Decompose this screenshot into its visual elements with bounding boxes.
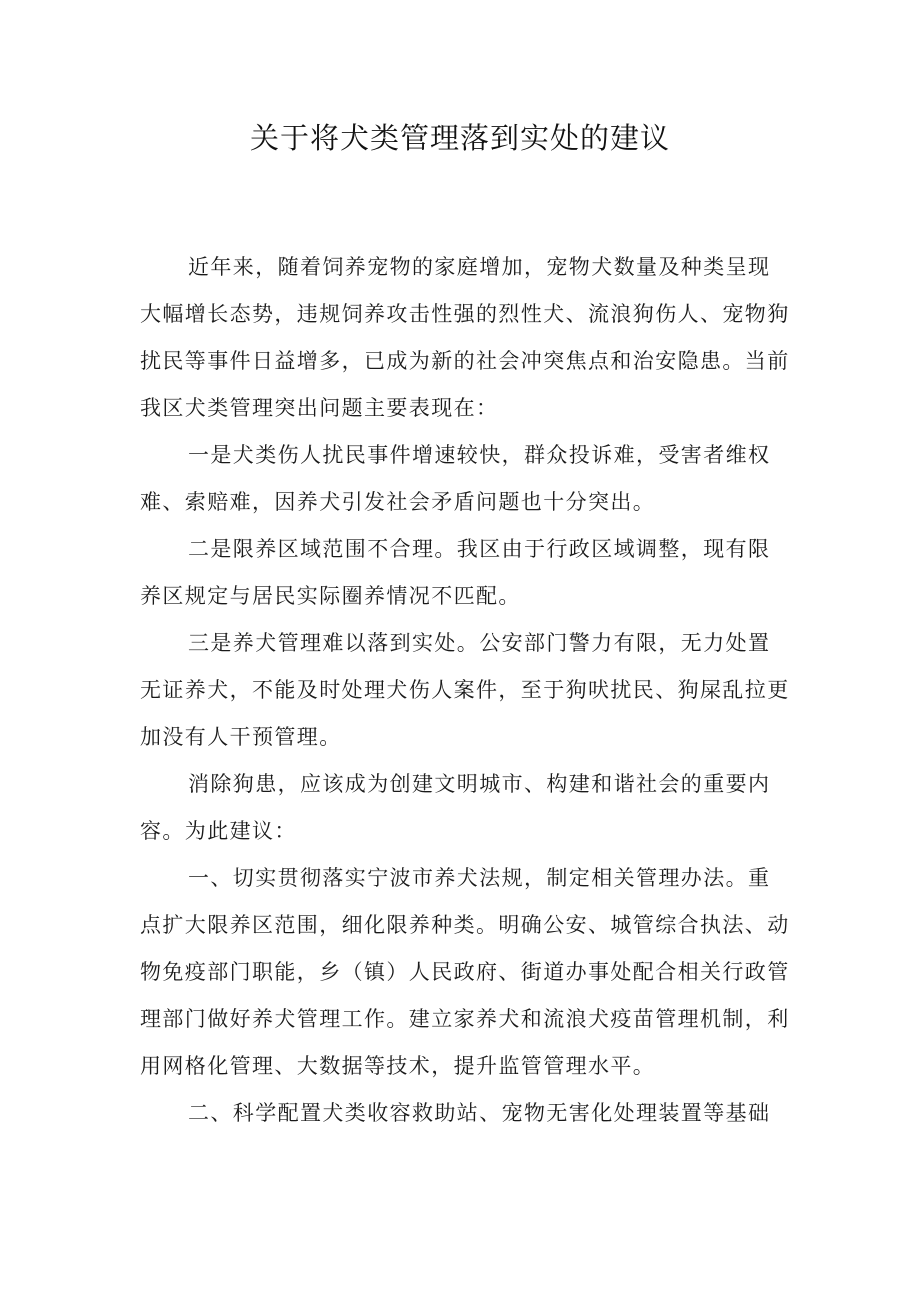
document-title: 关于将犬类管理落到实处的建议	[249, 121, 670, 155]
paragraph-issue-one: 一是犬类伤人扰民事件增速较快，群众投诉难，受害者维权难、索赔难，因养犬引发社会矛盾问题也十分突出。	[140, 443, 771, 514]
paragraph-proposal-intro: 消除狗患，应该成为创建文明城市、构建和谐社会的重要内容。为此建议：	[140, 772, 771, 843]
paragraph-issue-two: 二是限养区域范围不合理。我区由于行政区域调整，现有限养区规定与居民实际圈养情况不匹配。	[140, 537, 771, 608]
paragraph-intro: 近年来，随着饲养宠物的家庭增加，宠物犬数量及种类呈现大幅增长态势，违规饲养攻击性强的烈性犬、流浪狗伤人、宠物狗扰民等事件日益增多，已成为新的社会冲突焦点和治安隐患。当前我区犬类管理突出问题主要表现在：	[140, 255, 790, 420]
paragraph-suggestion-one: 一、切实贯彻落实宁波市养犬法规，制定相关管理办法。重点扩大限养区范围，细化限养种类。明确公安、城管综合执法、动物免疫部门职能，乡（镇）人民政府、街道办事处配合相关行政管理部门做好养犬管理工作。建立家养犬和流浪犬疫苗管理机制，利用网格化管理、大数据等技术，提升监管管理水平。	[140, 866, 790, 1078]
paragraph-suggestion-two: 二、科学配置犬类收容救助站、宠物无害化处理装置等基础	[188, 1101, 771, 1125]
document-body	[140, 244, 790, 1137]
paragraph-issue-three: 三是养犬管理难以落到实处。公安部门警力有限，无力处置无证养犬，不能及时处理犬伤人案件，至于狗吠扰民、狗屎乱拉更加没有人干预管理。	[140, 631, 790, 749]
